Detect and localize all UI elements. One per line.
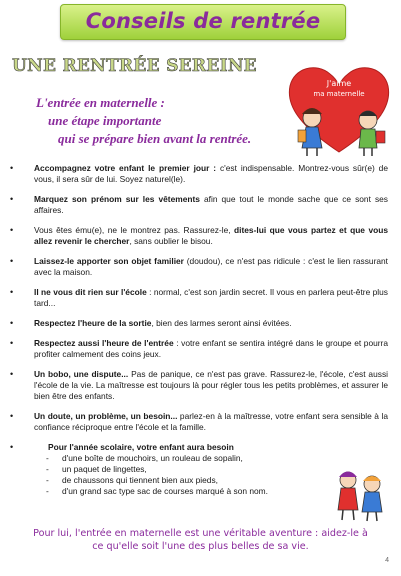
supply-text: d'un grand sac type sac de courses marqué à son nom. xyxy=(62,486,268,496)
item-bold: dites-lui que vous partez et que vous allez revenir le chercher xyxy=(34,225,388,246)
item-text: , sans oublier le bisou. xyxy=(129,236,213,246)
item-text: Pas de panique, ce n'est pas grave. Rassurez-le, l'école, c'est aussi l'école de la vie. La maîtresse est toujours là pour régler tous les petits problèmes, et assurer le bien être des enfants. xyxy=(34,369,388,401)
item-bold: Un bobo, une dispute... xyxy=(34,369,129,379)
item-pre: Vous êtes ému(e), ne le montrez pas. Rassurez-le, xyxy=(34,225,235,235)
list-item xyxy=(8,287,388,309)
dash: - xyxy=(46,486,49,496)
list-item xyxy=(8,318,388,329)
heart-text-2: ma maternelle xyxy=(313,90,365,98)
bullet: • xyxy=(10,194,14,204)
list-item xyxy=(8,411,388,433)
bullet: • xyxy=(10,411,14,421)
boy-figure xyxy=(359,111,385,156)
item-bold: Laissez-le apporter son objet familier xyxy=(34,256,184,266)
child-figure-left xyxy=(338,472,358,521)
dash: - xyxy=(46,464,49,474)
item-bold: Il ne vous dit rien sur l'école xyxy=(34,287,147,297)
list-item xyxy=(8,369,388,402)
bullet: • xyxy=(10,442,14,452)
section-subtitle: UNE RENTRÉE SEREINE xyxy=(12,56,257,76)
bullet: • xyxy=(10,225,14,235)
item-text: , bien des larmes seront ainsi évitées. xyxy=(151,318,292,328)
intro-line-3: qui se prépare bien avant la rentrée. xyxy=(58,131,252,146)
page-number: 4 xyxy=(385,557,389,564)
list-item xyxy=(8,163,388,185)
bullet: • xyxy=(10,369,14,379)
list-item xyxy=(8,194,388,216)
list-item xyxy=(8,256,388,278)
bullet: • xyxy=(10,256,14,266)
item-text: afin que tout le monde sache que ce sont ses affaires. xyxy=(34,194,388,215)
advice-list xyxy=(8,163,388,497)
item-text: : votre enfant se sentira intégré dans le groupe et pourra profiter calmement des coins jeux. xyxy=(34,338,388,359)
title-banner xyxy=(60,4,346,40)
intro-line-1: L'entrée en maternelle : xyxy=(36,95,165,110)
outro-line-2: ce qu'elle soit l'une des plus belles de sa vie. xyxy=(92,541,309,552)
item-bold: Un doute, un problème, un besoin... xyxy=(34,411,178,421)
item-bold: Respectez aussi l'heure de l'entrée xyxy=(34,338,174,348)
list-item xyxy=(8,225,388,247)
outro-line-1: Pour lui, l'entrée en maternelle est une véritable aventure : aidez-le à xyxy=(33,528,368,539)
supply-text: un paquet de lingettes, xyxy=(62,464,147,474)
item-bold: Respectez l'heure de la sortie xyxy=(34,318,152,328)
intro-line-2: une étape importante xyxy=(48,113,162,128)
item-text: (doudou), ce n'est pas ridicule : c'est le lien rassurant avec la maison. xyxy=(34,256,388,277)
supplies-heading: Pour l'année scolaire, votre enfant aura besoin xyxy=(48,442,234,452)
item-bold: Marquez son prénom sur les vêtements xyxy=(34,194,200,204)
supply-text: de chaussons qui tiennent bien aux pieds, xyxy=(62,475,218,485)
bullet: • xyxy=(10,287,14,297)
page-title: Conseils de rentrée xyxy=(85,9,321,33)
heart-children-illustration xyxy=(282,60,397,160)
outro-text xyxy=(6,527,395,553)
bullet: • xyxy=(10,318,14,328)
item-text: c'est indispensable. Montrez-vous sûr(e) de vous, il sera sûr de lui. Soyez naturel(le). xyxy=(34,163,388,184)
kids-illustration xyxy=(328,462,392,524)
bullet: • xyxy=(10,338,14,348)
dash: - xyxy=(46,453,49,463)
supply-text: d'une boîte de mouchoirs, un rouleau de sopalin, xyxy=(62,453,243,463)
item-text: : normal, c'est son jardin secret. Il vous en parlera peut-être plus tard... xyxy=(34,287,388,308)
list-item xyxy=(8,338,388,360)
item-bold: Accompagnez votre enfant le premier jour : xyxy=(34,163,217,173)
child-figure-right xyxy=(362,476,382,521)
bullet: • xyxy=(10,163,14,173)
item-text: parlez-en à la maîtresse, votre enfant sera sensible à la confiance réciproque entre l'école et la famille. xyxy=(34,411,389,432)
dash: - xyxy=(46,475,49,485)
intro-block xyxy=(20,94,290,148)
heart-text-1: J'aime xyxy=(326,79,352,88)
